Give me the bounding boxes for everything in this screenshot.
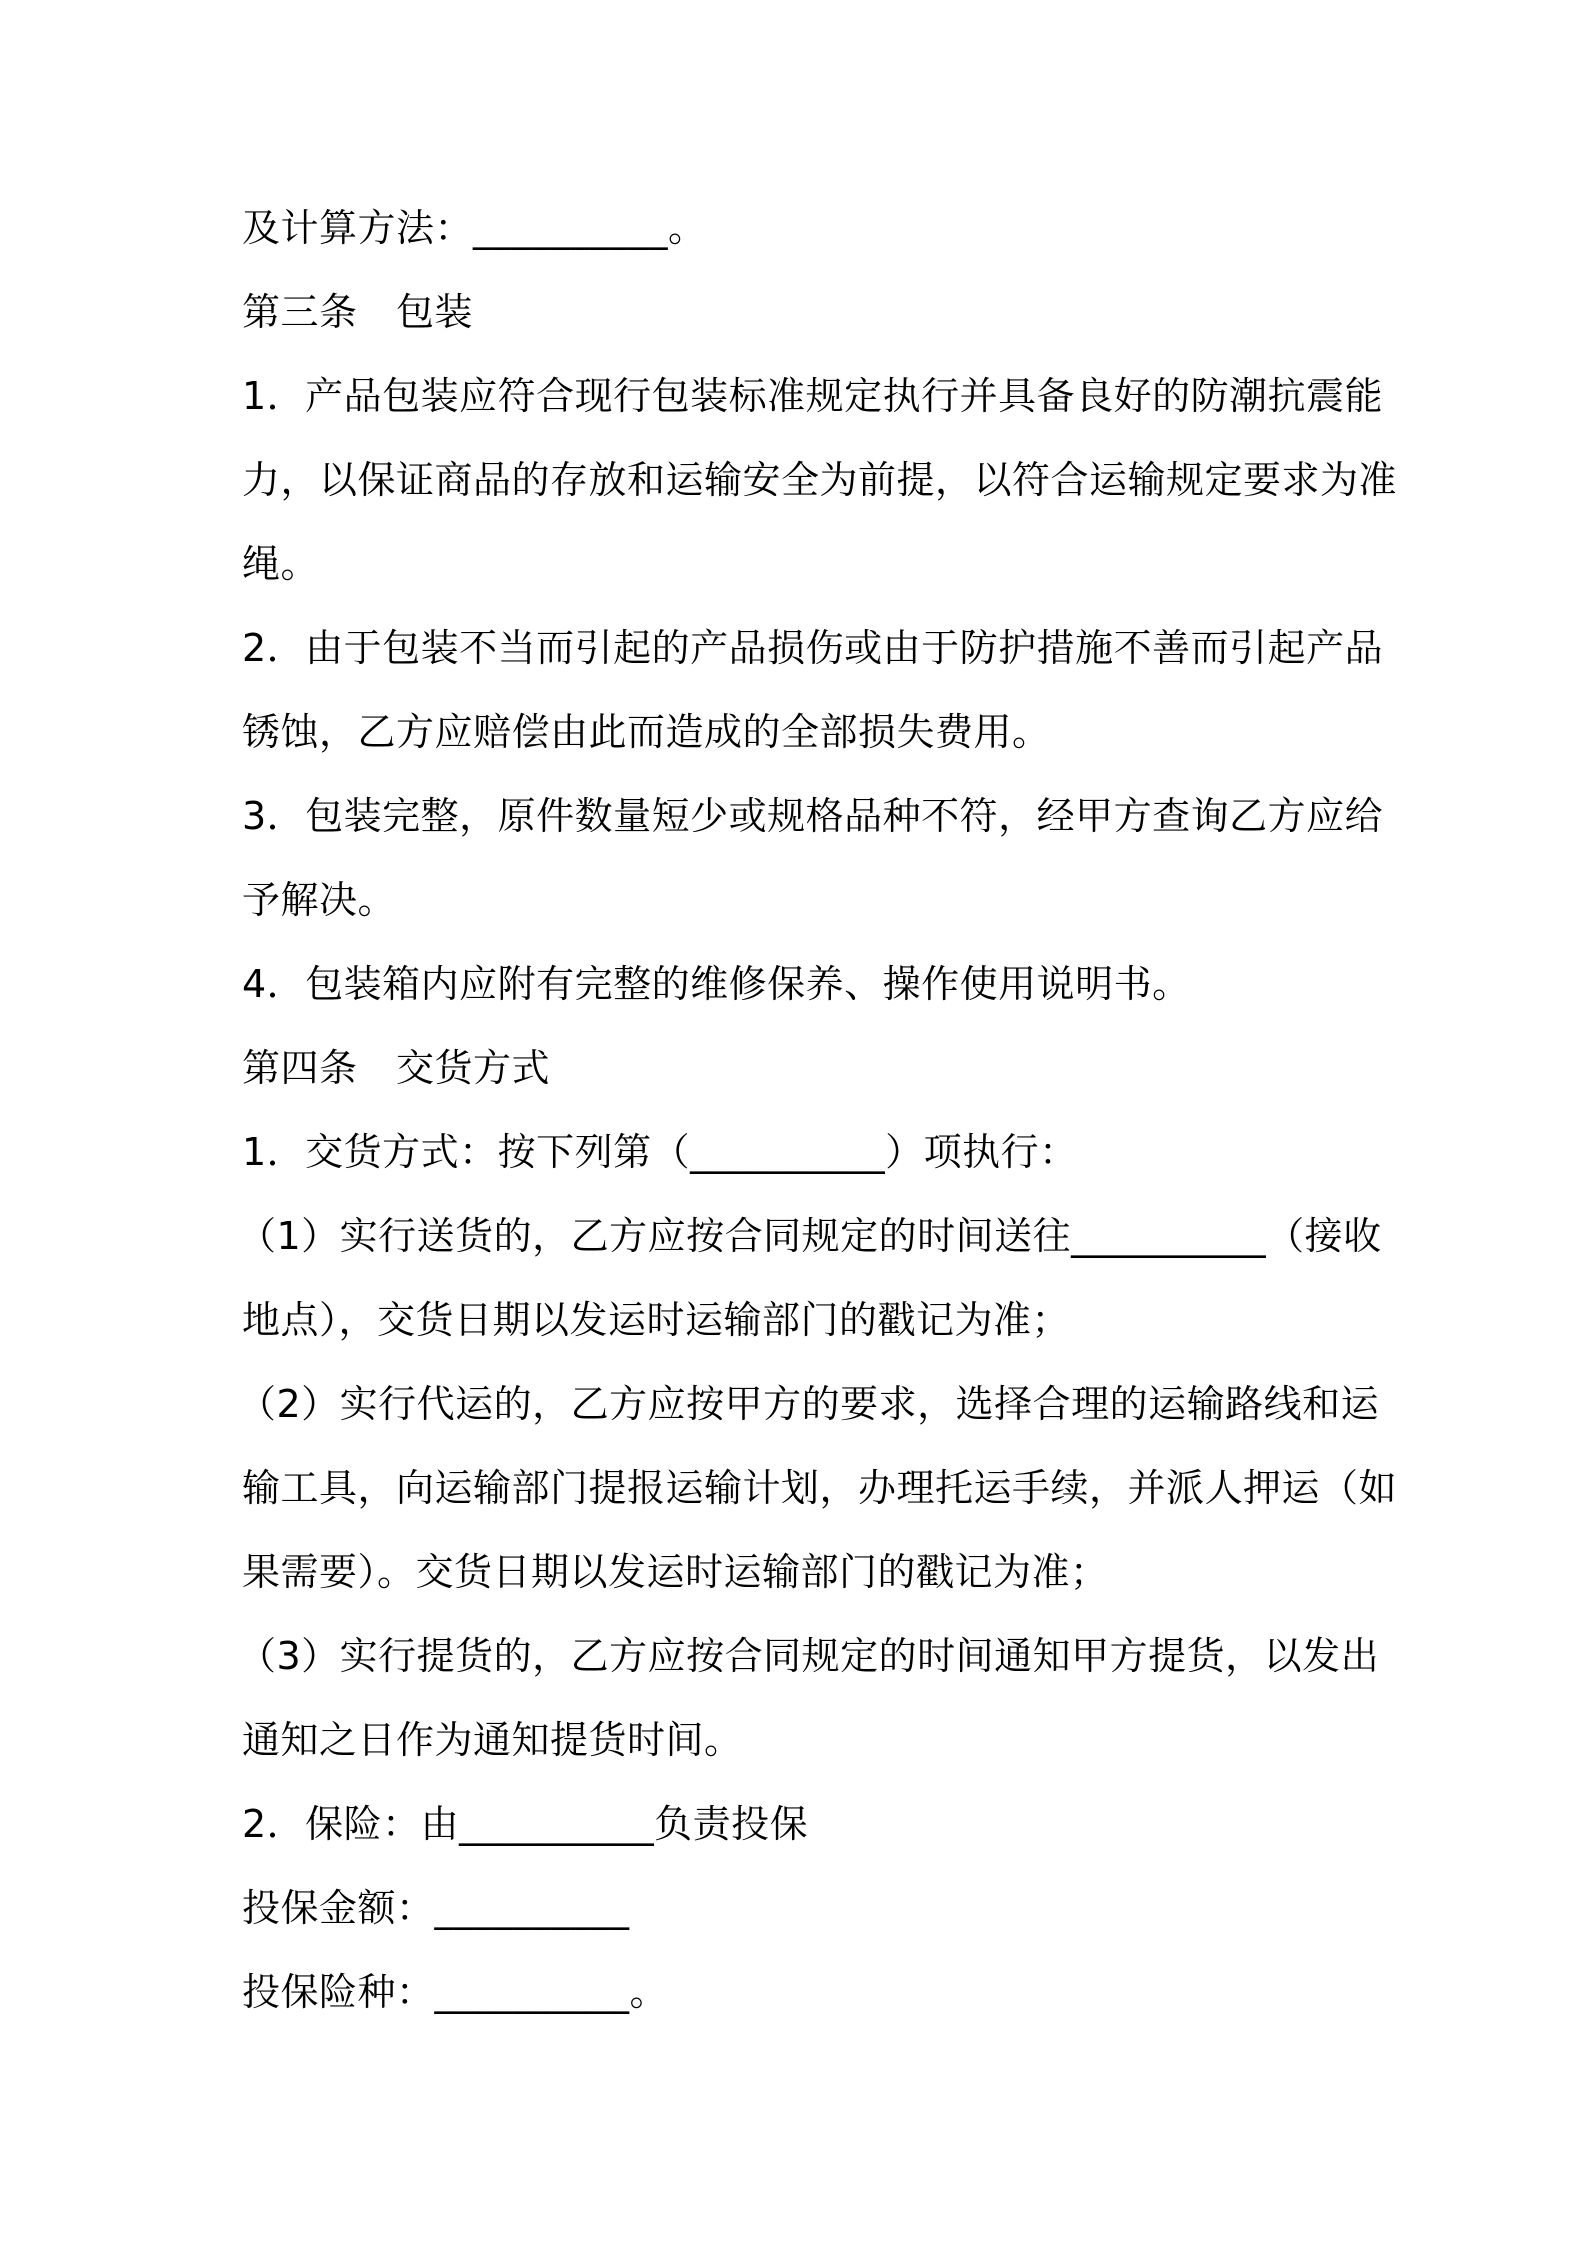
text-line: （1）实行送货的，乙方应按合同规定的时间送往__________（接收 [238, 1214, 1382, 1258]
text-line: 绳。 [242, 542, 320, 586]
text-line: 锈蚀，乙方应赔偿由此而造成的全部损失费用。 [242, 710, 1051, 754]
text-line: 1．产品包装应符合现行包装标准规定执行并具备良好的防潮抗震能 [242, 374, 1384, 418]
text-line: 及计算方法：__________。 [242, 206, 707, 250]
text-line: 力，以保证商品的存放和运输安全为前提，以符合运输规定要求为准 [242, 458, 1398, 502]
text-line: （3）实行提货的，乙方应按合同规定的时间通知甲方提货，以发出 [238, 1634, 1380, 1678]
text-line: 2．由于包装不当而引起的产品损伤或由于防护措施不善而引起产品 [242, 626, 1384, 670]
text-line: 投保金额：__________ [242, 1886, 630, 1930]
text-line: （2）实行代运的，乙方应按甲方的要求，选择合理的运输路线和运 [238, 1382, 1380, 1426]
text-line: 地点），交货日期以发运时运输部门的戳记为准； [242, 1298, 1071, 1342]
text-line: 2．保险：由__________负责投保 [242, 1802, 809, 1846]
text-line: 果需要）。交货日期以发运时运输部门的戳记为准； [242, 1550, 1109, 1594]
text-line: 输工具，向运输部门提报运输计划，办理托运手续，并派人押运（如 [242, 1466, 1398, 1510]
text-line: 投保险种：__________。 [242, 1970, 669, 2014]
section-heading: 第四条 交货方式 [242, 1046, 551, 1090]
text-line: 1．交货方式：按下列第（__________）项执行： [242, 1130, 1078, 1174]
text-line: 予解决。 [242, 878, 397, 922]
text-line: 4．包装箱内应附有完整的维修保养、操作使用说明书。 [242, 962, 1191, 1006]
section-heading: 第三条 包装 [242, 290, 474, 334]
text-line: 3．包装完整，原件数量短少或规格品种不符，经甲方查询乙方应给 [242, 794, 1384, 838]
text-line: 通知之日作为通知提货时间。 [242, 1718, 743, 1762]
